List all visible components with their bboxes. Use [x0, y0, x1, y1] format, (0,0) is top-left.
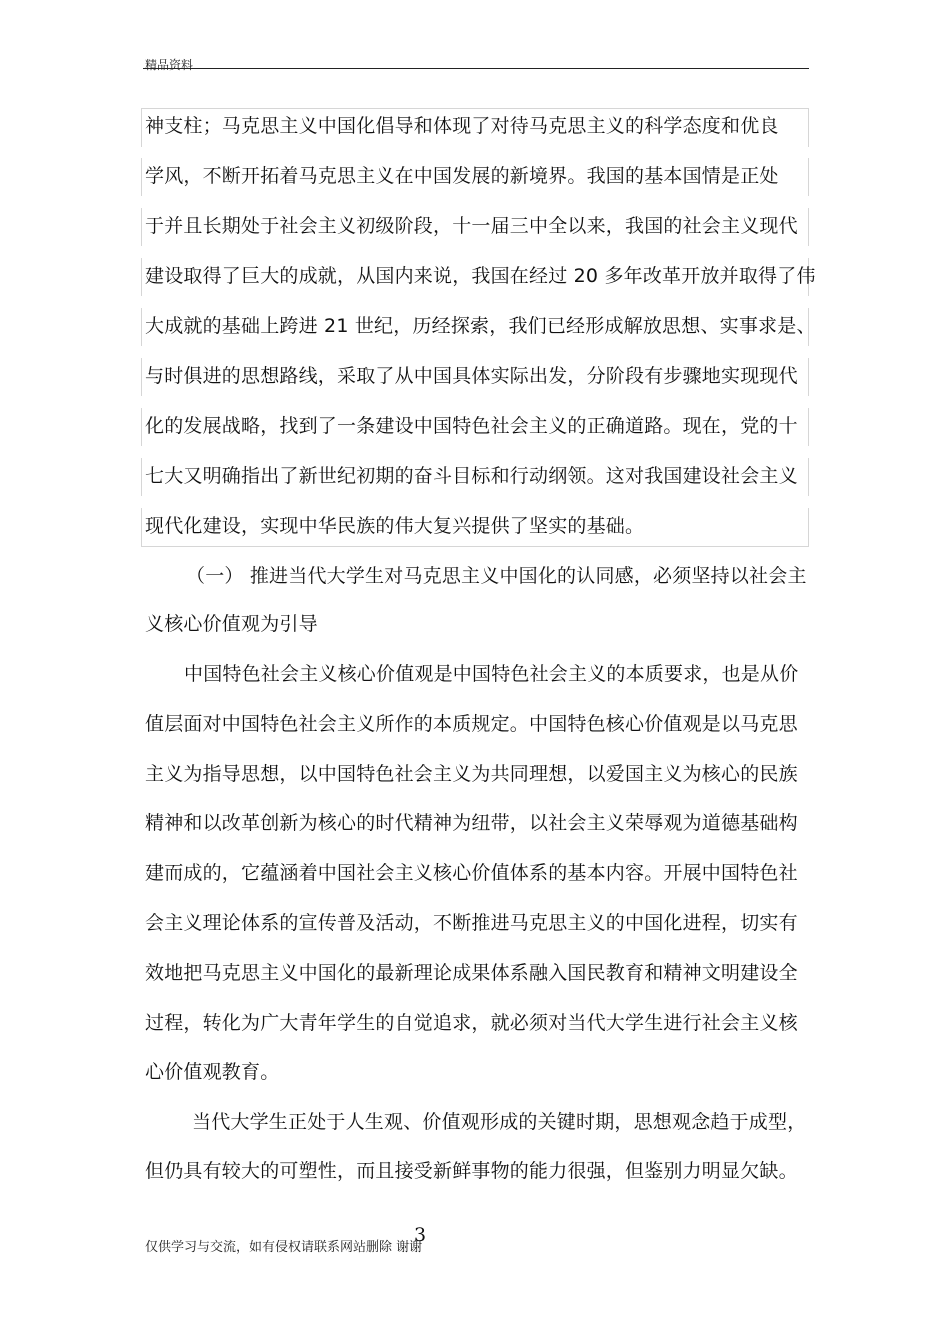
quote-line: 神支柱；马克思主义中国化倡导和体现了对待马克思主义的科学态度和优良	[145, 115, 779, 137]
paragraph-line: 但仍具有较大的可塑性，而且接受新鲜事物的能力很强，但鉴别力明显欠缺。	[145, 1160, 798, 1182]
paragraph-line: 心价值观教育。	[145, 1061, 280, 1083]
quote-line: 学风，不断开拓着马克思主义在中国发展的新境界。我国的基本国情是正处	[145, 165, 779, 187]
section-heading-line: 义核心价值观为引导	[145, 613, 318, 635]
page-number: 3	[414, 1224, 427, 1246]
quote-line: 化的发展战略，找到了一条建设中国特色社会主义的正确道路。现在，党的十	[145, 415, 798, 437]
paragraph-line: 会主义理论体系的宣传普及活动，不断推进马克思主义的中国化进程，切实有	[145, 912, 798, 934]
section-heading-line: （一） 推进当代大学生对马克思主义中国化的认同感，必须坚持以社会主	[186, 565, 807, 587]
footer-disclaimer: 仅供学习与交流，如有侵权请联系网站删除 谢谢	[145, 1240, 423, 1255]
paragraph-line: 过程，转化为广大青年学生的自觉追求，就必须对当代大学生进行社会主义核	[145, 1012, 798, 1034]
paragraph-line: 值层面对中国特色社会主义所作的本质规定。中国特色核心价值观是以马克思	[145, 713, 798, 735]
paragraph-line: 精神和以改革创新为核心的时代精神为纽带，以社会主义荣辱观为道德基础构	[145, 812, 798, 834]
paragraph-line: 主义为指导思想，以中国特色社会主义为共同理想，以爱国主义为核心的民族	[145, 763, 798, 785]
paragraph-line: 中国特色社会主义核心价值观是中国特色社会主义的本质要求，也是从价	[184, 663, 799, 685]
header-rule	[143, 68, 809, 69]
quote-line: 于并且长期处于社会主义初级阶段，十一届三中全以来，我国的社会主义现代	[145, 215, 798, 237]
header-label: 精品资料	[145, 58, 194, 72]
quote-line: 与时俱进的思想路线，采取了从中国具体实际出发，分阶段有步骤地实现现代	[145, 365, 798, 387]
quote-line: 建设取得了巨大的成就，从国内来说，我国在经过 20 多年改革开放并取得了伟	[145, 265, 816, 287]
paragraph-line: 当代大学生正处于人生观、价值观形成的关键时期，思想观念趋于成型，	[192, 1111, 807, 1133]
quote-line: 现代化建设，实现中华民族的伟大复兴提供了坚实的基础。	[145, 515, 645, 537]
paragraph-line: 建而成的，它蕴涵着中国社会主义核心价值体系的基本内容。开展中国特色社	[145, 862, 798, 884]
quote-line: 大成就的基础上跨进 21 世纪，历经探索，我们已经形成解放思想、实事求是、	[145, 315, 816, 337]
quote-line: 七大又明确指出了新世纪初期的奋斗目标和行动纲领。这对我国建设社会主义	[145, 465, 798, 487]
paragraph-line: 效地把马克思主义中国化的最新理论成果体系融入国民教育和精神文明建设全	[145, 962, 798, 984]
